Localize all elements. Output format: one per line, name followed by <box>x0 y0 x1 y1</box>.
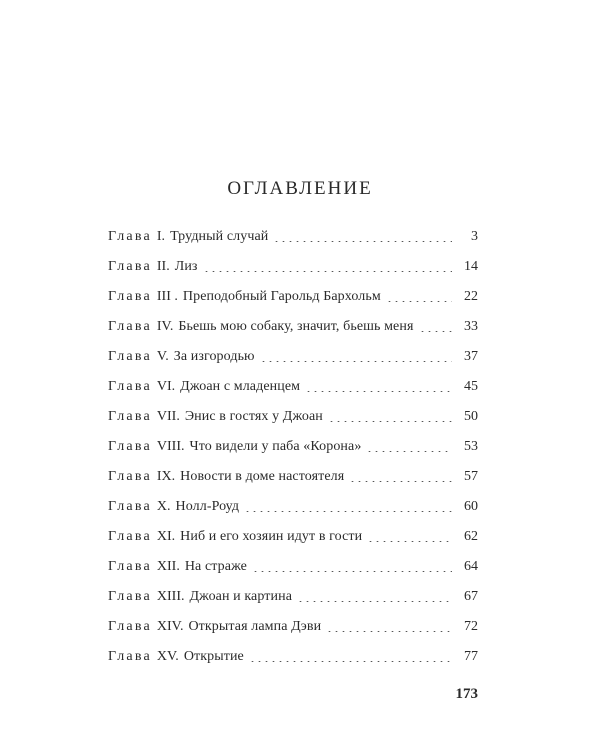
chapter-title: Новости в доме настоятеля <box>180 469 345 484</box>
chapter-word: Глава <box>108 349 152 364</box>
chapter-title: Джоан с младенцем <box>180 379 301 394</box>
chapter-page-number: 67 <box>464 589 478 604</box>
chapter-page-number: 45 <box>464 379 478 394</box>
chapter-word: Глава <box>108 619 152 634</box>
chapter-word: Глава <box>108 589 152 604</box>
chapter-number: II. <box>156 259 170 274</box>
chapter-title: На страже <box>184 559 247 574</box>
chapter-page-number: 33 <box>464 319 478 334</box>
toc-entry <box>108 468 478 498</box>
chapter-number: I. <box>156 229 166 244</box>
toc-entry <box>108 558 478 588</box>
toc-entry <box>108 618 478 648</box>
chapter-title: Ниб и его хозяин идут в гости <box>180 529 363 544</box>
dot-leader <box>244 498 452 512</box>
chapter-page-number: 53 <box>464 439 478 454</box>
chapter-number: IV. <box>156 319 174 334</box>
dot-leader <box>366 438 452 452</box>
dot-leader <box>260 348 452 362</box>
chapter-number: X. <box>156 499 171 514</box>
dot-leader <box>203 258 452 272</box>
chapter-page-number: 77 <box>464 649 478 664</box>
chapter-number: XIII. <box>156 589 185 604</box>
toc-entry <box>108 228 478 258</box>
chapter-number: V. <box>156 349 169 364</box>
chapter-word: Глава <box>108 259 152 274</box>
dot-leader <box>249 648 452 662</box>
chapter-word: Глава <box>108 289 152 304</box>
chapter-word: Глава <box>108 559 152 574</box>
chapter-word: Глава <box>108 649 152 664</box>
toc-entry <box>108 438 478 468</box>
chapter-title: Джоан и картина <box>189 589 293 604</box>
dot-leader <box>349 468 452 482</box>
chapter-word: Глава <box>108 229 152 244</box>
page-number: 173 <box>455 686 478 702</box>
dot-leader <box>328 408 452 422</box>
chapter-title: Энис в гостях у Джоан <box>184 409 323 424</box>
chapter-number: XII. <box>156 559 180 574</box>
toc-entry <box>108 258 478 288</box>
chapter-title: Лиз <box>174 259 198 274</box>
toc-entry <box>108 528 478 558</box>
chapter-number: XI. <box>156 529 176 544</box>
dot-leader <box>305 378 452 392</box>
toc-entry <box>108 588 478 618</box>
toc-entry <box>108 318 478 348</box>
chapter-title: Нолл-Роуд <box>175 499 240 514</box>
chapter-word: Глава <box>108 379 152 394</box>
chapter-page-number: 62 <box>464 529 478 544</box>
toc-entry <box>108 648 478 678</box>
chapter-title: Преподобный Гарольд Бархольм <box>182 289 381 304</box>
dot-leader <box>297 588 452 602</box>
chapter-page-number: 37 <box>464 349 478 364</box>
chapter-word: Глава <box>108 529 152 544</box>
chapter-title: Что видели у паба «Корона» <box>189 439 362 454</box>
chapter-page-number: 14 <box>464 259 478 274</box>
chapter-number: XIV. <box>156 619 184 634</box>
chapter-page-number: 72 <box>464 619 478 634</box>
chapter-word: Глава <box>108 499 152 514</box>
toc-entry <box>108 498 478 528</box>
chapter-page-number: 3 <box>471 229 478 244</box>
chapter-title: За изгородью <box>173 349 255 364</box>
chapter-word: Глава <box>108 469 152 484</box>
dot-leader <box>419 318 453 332</box>
chapter-page-number: 60 <box>464 499 478 514</box>
dot-leader <box>386 288 452 302</box>
chapter-number: IX. <box>156 469 176 484</box>
chapter-page-number: 22 <box>464 289 478 304</box>
toc-entry <box>108 348 478 378</box>
chapter-number: VII. <box>156 409 180 424</box>
chapter-number: XV. <box>156 649 179 664</box>
chapter-title: Бьешь мою собаку, значит, бьешь меня <box>178 319 414 334</box>
chapter-number: III . <box>156 289 178 304</box>
chapter-number: VIII. <box>156 439 185 454</box>
chapter-page-number: 64 <box>464 559 478 574</box>
toc-entry <box>108 378 478 408</box>
toc-heading: ОГЛАВЛЕНИЕ <box>227 178 373 199</box>
chapter-title: Открытие <box>183 649 244 664</box>
chapter-number: VI. <box>156 379 176 394</box>
chapter-title: Открытая лампа Дэви <box>188 619 322 634</box>
table-of-contents <box>108 228 478 678</box>
chapter-page-number: 57 <box>464 469 478 484</box>
chapter-word: Глава <box>108 439 152 454</box>
dot-leader <box>367 528 452 542</box>
dot-leader <box>273 228 452 242</box>
dot-leader <box>326 618 452 632</box>
toc-entry <box>108 408 478 438</box>
chapter-word: Глава <box>108 409 152 424</box>
toc-entry <box>108 288 478 318</box>
chapter-page-number: 50 <box>464 409 478 424</box>
dot-leader <box>252 558 452 572</box>
chapter-word: Глава <box>108 319 152 334</box>
chapter-title: Трудный случай <box>170 229 269 244</box>
